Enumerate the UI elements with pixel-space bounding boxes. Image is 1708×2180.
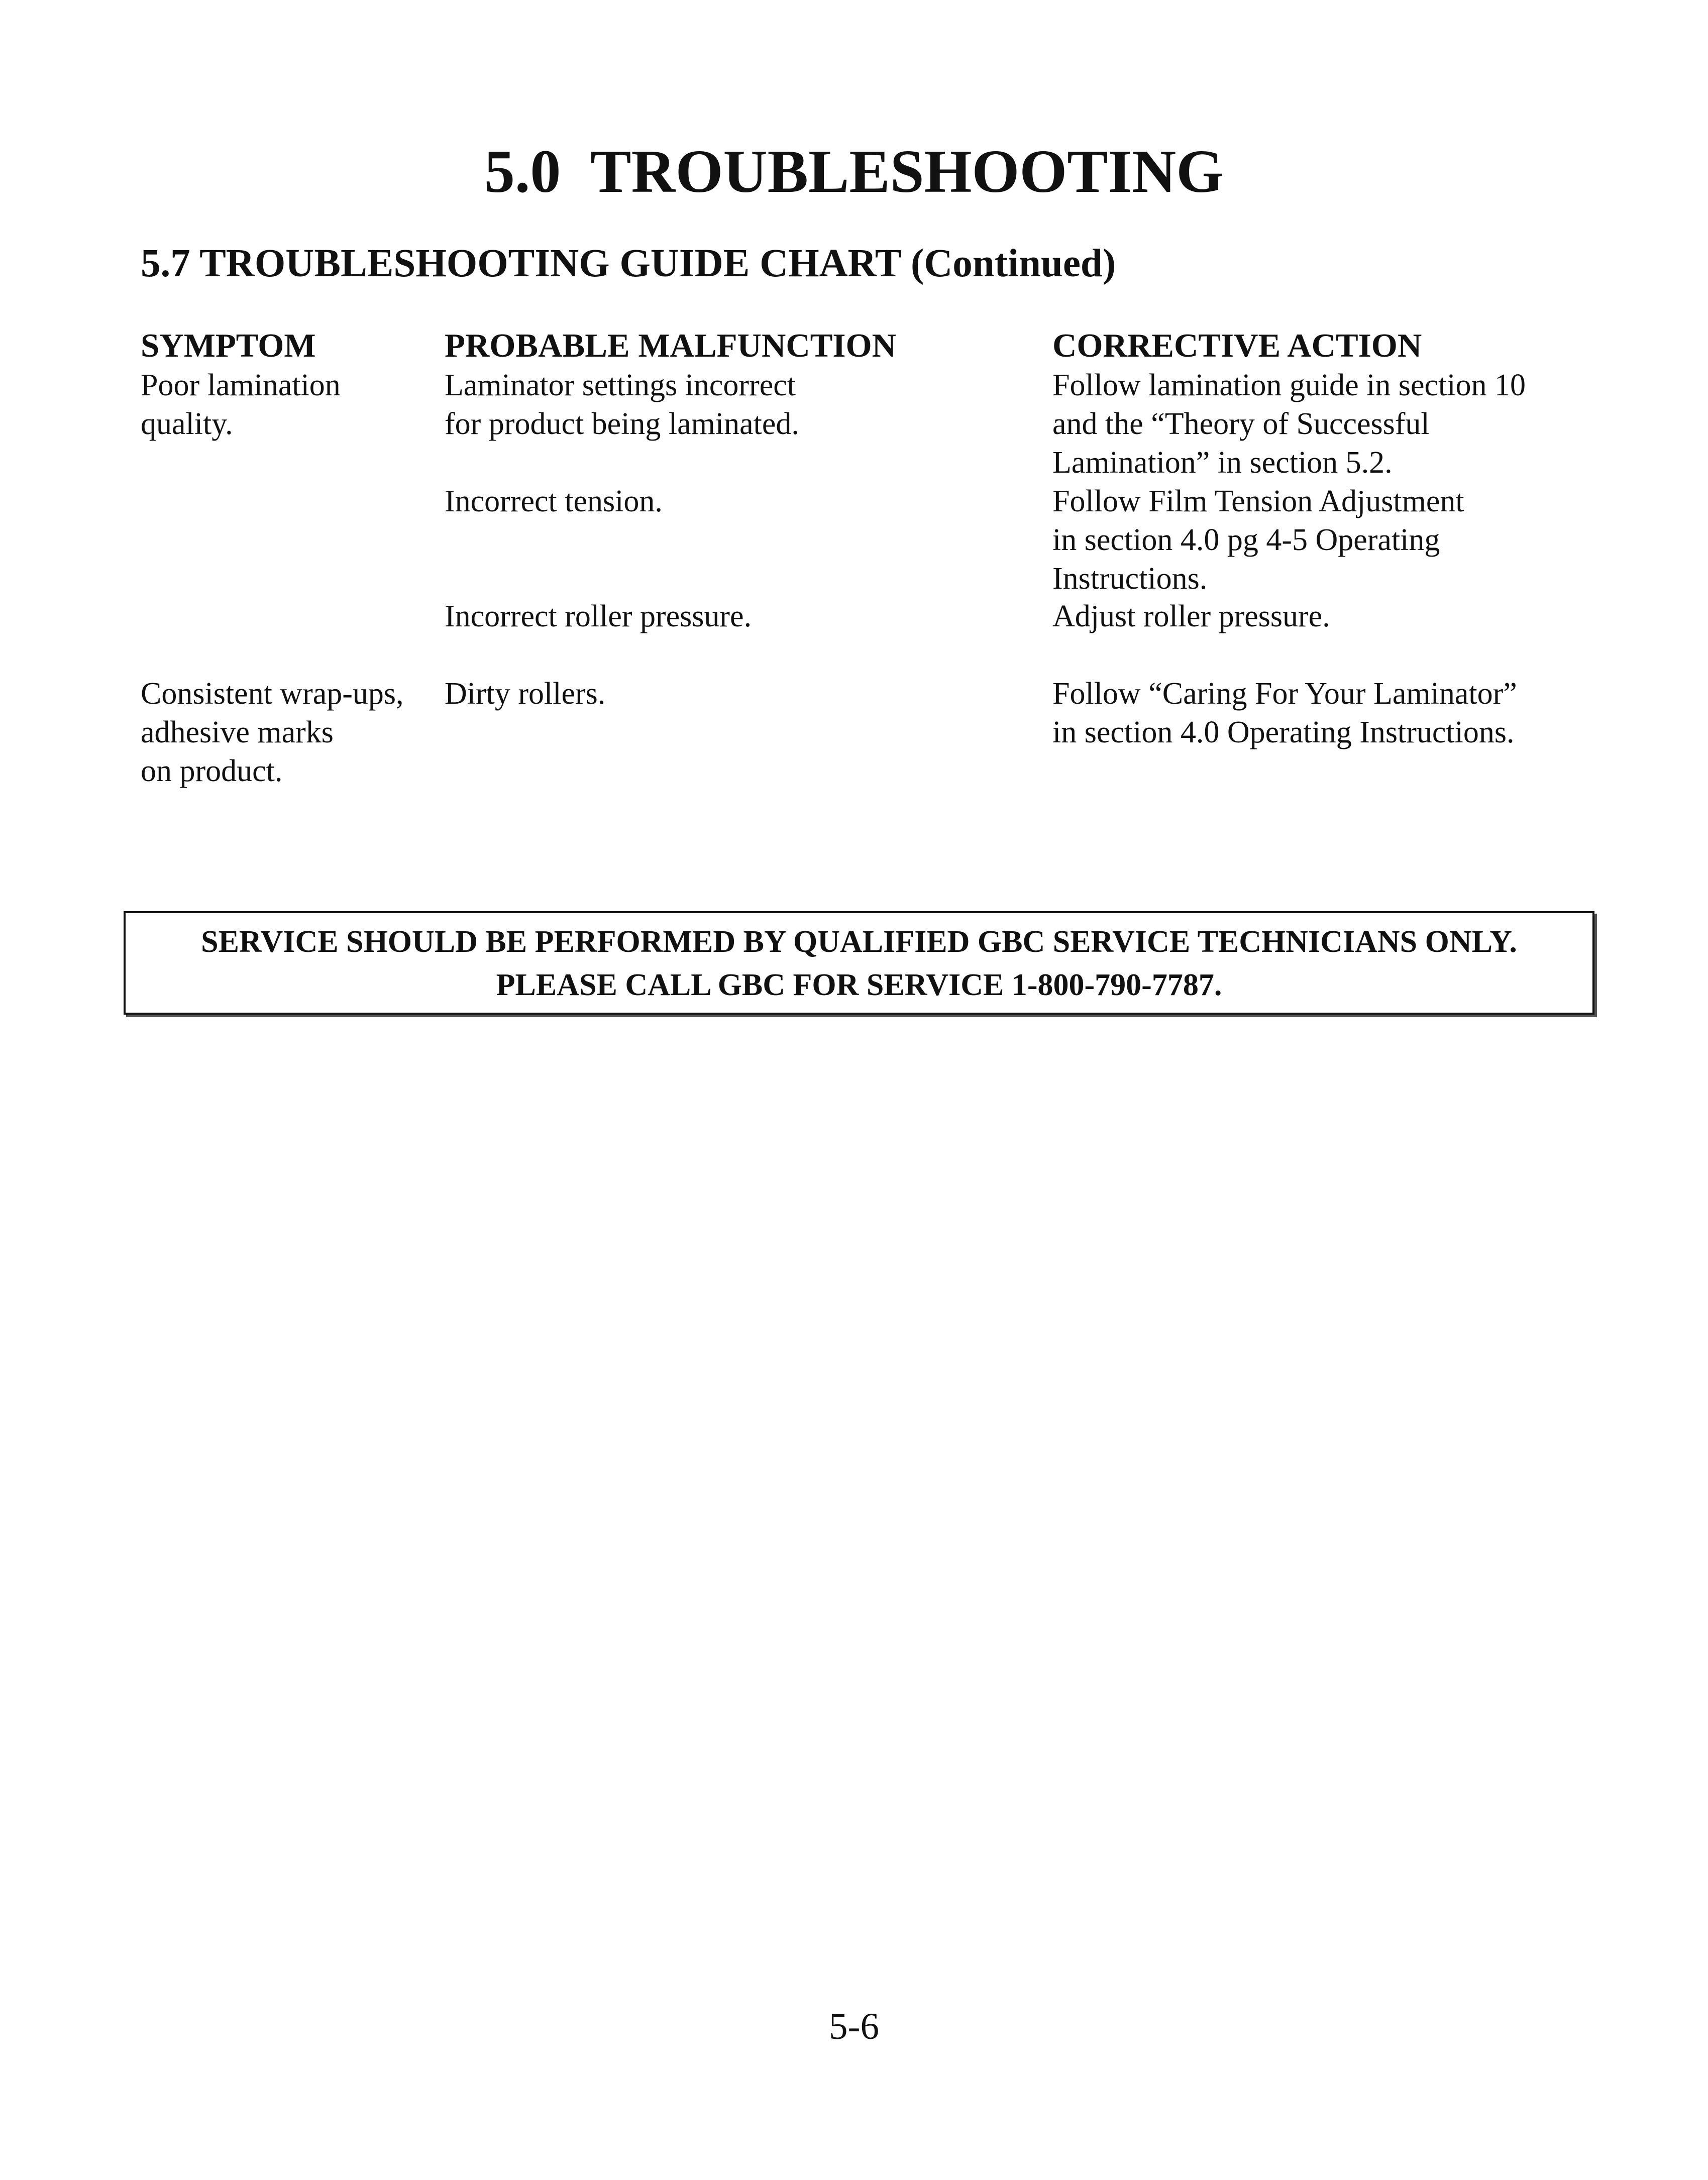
symptom-line: on product. [141,754,283,788]
header-probable-malfunction: PROBABLE MALFUNCTION [445,327,896,364]
action-line: Instructions. [1052,562,1208,596]
symptom-line: Poor lamination [141,368,341,402]
action-line: Follow Film Tension Adjustment [1052,484,1464,518]
action-line: in section 4.0 Operating Instructions. [1052,715,1515,749]
service-notice-box [124,911,1594,1015]
symptom-line: quality. [141,407,233,441]
header-symptom: SYMPTOM [141,327,316,364]
notice-line-2: PLEASE CALL GBC FOR SERVICE 1-800-790-7787. [496,968,1222,1002]
action-line: in section 4.0 pg 4-5 Operating [1052,523,1440,557]
malfunction-line: Incorrect roller pressure. [445,599,752,633]
malfunction-line: Incorrect tension. [445,484,663,518]
malfunction-line: for product being laminated. [445,407,799,441]
section-title: 5.7 TROUBLESHOOTING GUIDE CHART (Continued) [141,242,1116,285]
symptom-line: adhesive marks [141,715,334,749]
page-number: 5-6 [829,2006,879,2047]
action-line: Adjust roller pressure. [1052,599,1330,633]
page-title: 5.0 TROUBLESHOOTING [484,138,1224,205]
malfunction-line: Laminator settings incorrect [445,368,796,402]
malfunction-line: Dirty rollers. [445,677,606,711]
header-corrective-action: CORRECTIVE ACTION [1052,327,1422,364]
action-line: Follow “Caring For Your Laminator” [1052,677,1517,711]
action-line: and the “Theory of Successful [1052,407,1430,441]
symptom-line: Consistent wrap-ups, [141,677,404,711]
action-line: Follow lamination guide in section 10 [1052,368,1526,402]
notice-line-1: SERVICE SHOULD BE PERFORMED BY QUALIFIED GBC SERVICE TECHNICIANS ONLY. [201,925,1517,959]
action-line: Lamination” in section 5.2. [1052,446,1393,480]
